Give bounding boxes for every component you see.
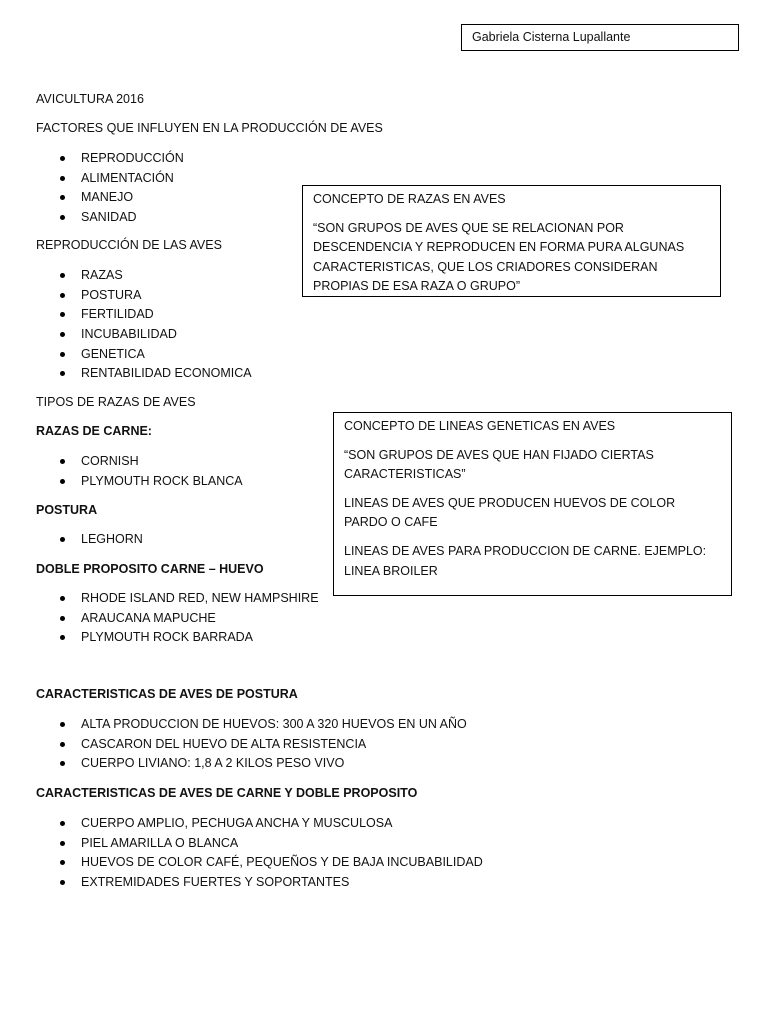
doble-list	[36, 589, 319, 648]
reproduccion-list	[36, 266, 252, 384]
list-item: INCUBABILIDAD	[36, 325, 252, 345]
concepto-razas-box	[302, 185, 721, 297]
concepto-lineas-title: CONCEPTO DE LINEAS GENETICAS EN AVES	[344, 419, 616, 433]
carne-heading: RAZAS DE CARNE:	[36, 424, 152, 438]
doble-heading: DOBLE PROPOSITO CARNE – HUEVO	[36, 562, 264, 576]
list-item: POSTURA	[36, 286, 252, 306]
list-item: ALTA PRODUCCION DE HUEVOS: 300 A 320 HUEVOS EN UN AÑO	[36, 715, 467, 735]
author-name-box	[461, 24, 739, 51]
list-item: CUERPO AMPLIO, PECHUGA ANCHA Y MUSCULOSA	[36, 814, 483, 834]
list-item: ARAUCANA MAPUCHE	[36, 609, 319, 629]
list-item: PIEL AMARILLA O BLANCA	[36, 834, 483, 854]
list-item: EXTREMIDADES FUERTES Y SOPORTANTES	[36, 873, 483, 893]
caract-carne-list	[36, 814, 483, 893]
list-item: MANEJO	[36, 188, 184, 208]
list-item: RAZAS	[36, 266, 252, 286]
list-item: RENTABILIDAD ECONOMICA	[36, 364, 252, 384]
factores-heading: FACTORES QUE INFLUYEN EN LA PRODUCCIÓN DE AVES	[36, 121, 383, 135]
tipos-heading: TIPOS DE RAZAS DE AVES	[36, 395, 196, 409]
list-item: HUEVOS DE COLOR CAFÉ, PEQUEÑOS Y DE BAJA INCUBABILIDAD	[36, 853, 483, 873]
list-item: RHODE ISLAND RED, NEW HAMPSHIRE	[36, 589, 319, 609]
author-name: Gabriela Cisterna Lupallante	[472, 30, 631, 44]
concepto-lineas-p1: “SON GRUPOS DE AVES QUE HAN FIJADO CIERTAS CARACTERISTICAS”	[344, 447, 654, 482]
list-item: REPRODUCCIÓN	[36, 149, 184, 169]
concepto-lineas-p2: LINEAS DE AVES QUE PRODUCEN HUEVOS DE COLOR PARDO O CAFE	[344, 495, 676, 530]
list-item: GENETICA	[36, 345, 252, 365]
list-item: ALIMENTACIÓN	[36, 169, 184, 189]
list-item: LEGHORN	[36, 530, 143, 550]
reproduccion-heading: REPRODUCCIÓN DE LAS AVES	[36, 238, 222, 252]
factores-list	[36, 149, 184, 228]
list-item: CASCARON DEL HUEVO DE ALTA RESISTENCIA	[36, 735, 467, 755]
caract-postura-list	[36, 715, 467, 774]
postura-list	[36, 530, 143, 550]
concepto-lineas-box	[333, 412, 732, 596]
list-item: PLYMOUTH ROCK BLANCA	[36, 472, 243, 492]
carne-list	[36, 452, 243, 491]
list-item: CORNISH	[36, 452, 243, 472]
concepto-lineas-p3: LINEAS DE AVES PARA PRODUCCION DE CARNE. EJEMPLO: LINEA BROILER	[344, 543, 707, 578]
list-item: SANIDAD	[36, 208, 184, 228]
concepto-razas-title: CONCEPTO DE RAZAS EN AVES	[313, 192, 506, 206]
list-item: FERTILIDAD	[36, 305, 252, 325]
list-item: CUERPO LIVIANO: 1,8 A 2 KILOS PESO VIVO	[36, 754, 467, 774]
list-item: PLYMOUTH ROCK BARRADA	[36, 628, 319, 648]
concepto-razas-text: “SON GRUPOS DE AVES QUE SE RELACIONAN POR DESCENDENCIA Y REPRODUCEN EN FORMA PURA ALGUNAS CARACTERISTICAS, QUE LOS CRIADORES CONSIDERAN PROPIAS DE ESA RAZA O GRUPO”	[313, 220, 685, 294]
caract-carne-heading: CARACTERISTICAS DE AVES DE CARNE Y DOBLE PROPOSITO	[36, 786, 418, 800]
postura-heading: POSTURA	[36, 503, 98, 517]
caract-postura-heading: CARACTERISTICAS DE AVES DE POSTURA	[36, 687, 298, 701]
document-title: AVICULTURA 2016	[36, 92, 144, 106]
